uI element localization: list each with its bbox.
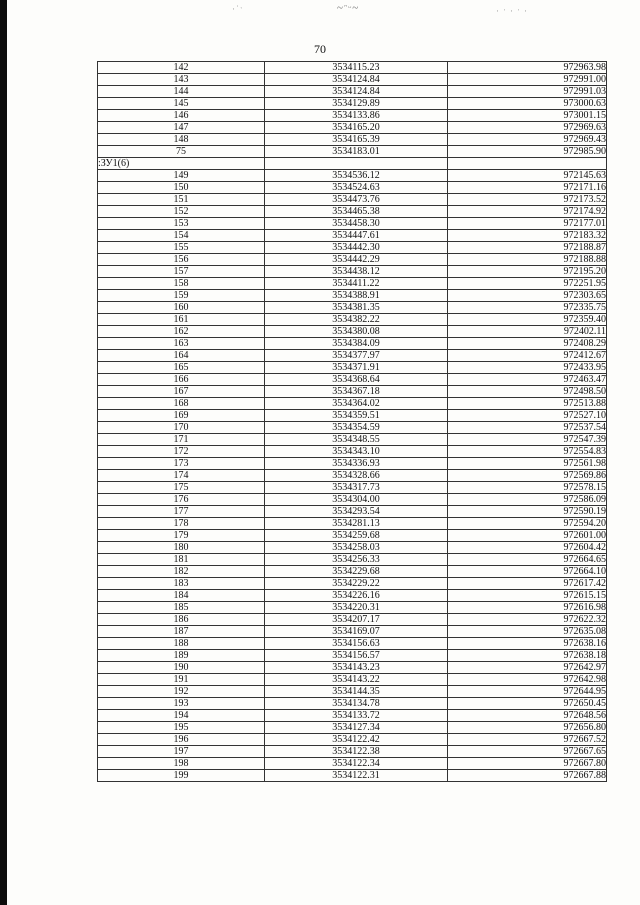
x-coordinate: 3534382.22 <box>265 314 448 326</box>
table-row <box>98 470 607 482</box>
section-header <box>98 158 607 170</box>
y-coordinate: 972554.83 <box>448 446 607 458</box>
y-coordinate: 972547.39 <box>448 434 607 446</box>
table-row <box>98 602 607 614</box>
y-coordinate: 972145.63 <box>448 170 607 182</box>
x-coordinate: 3534336.93 <box>265 458 448 470</box>
point-number: 150 <box>98 182 265 194</box>
y-coordinate: 972601.00 <box>448 530 607 542</box>
table-row <box>98 734 607 746</box>
table-row <box>98 434 607 446</box>
y-coordinate: 972463.47 <box>448 374 607 386</box>
scan-edge-bar <box>0 0 7 905</box>
y-coordinate: 972412.67 <box>448 350 607 362</box>
point-number: 175 <box>98 482 265 494</box>
point-number: 176 <box>98 494 265 506</box>
x-coordinate: 3534143.23 <box>265 662 448 674</box>
x-coordinate: 3534122.31 <box>265 770 448 782</box>
point-number: 157 <box>98 266 265 278</box>
point-number: 171 <box>98 434 265 446</box>
x-coordinate: 3534133.72 <box>265 710 448 722</box>
table-row <box>98 386 607 398</box>
table-row <box>98 290 607 302</box>
x-coordinate: 3534458.30 <box>265 218 448 230</box>
point-number: 167 <box>98 386 265 398</box>
table-row <box>98 650 607 662</box>
section-label: :ЗУ1(6) <box>98 158 265 170</box>
empty-cell <box>265 158 448 170</box>
scan-noise: ·˙ˑ <box>232 4 244 14</box>
x-coordinate: 3534220.31 <box>265 602 448 614</box>
y-coordinate: 972963.98 <box>448 62 607 74</box>
x-coordinate: 3534447.61 <box>265 230 448 242</box>
point-number: 158 <box>98 278 265 290</box>
y-coordinate: 972648.56 <box>448 710 607 722</box>
table-row <box>98 422 607 434</box>
point-number: 142 <box>98 62 265 74</box>
y-coordinate: 972617.42 <box>448 578 607 590</box>
x-coordinate: 3534281.13 <box>265 518 448 530</box>
point-number: 144 <box>98 86 265 98</box>
point-number: 160 <box>98 302 265 314</box>
point-number: 186 <box>98 614 265 626</box>
x-coordinate: 3534183.01 <box>265 146 448 158</box>
table-row <box>98 578 607 590</box>
table-row <box>98 374 607 386</box>
x-coordinate: 3534134.78 <box>265 698 448 710</box>
point-number: 199 <box>98 770 265 782</box>
table-row <box>98 134 607 146</box>
y-coordinate: 972622.32 <box>448 614 607 626</box>
point-number: 177 <box>98 506 265 518</box>
y-coordinate: 972188.87 <box>448 242 607 254</box>
y-coordinate: 972664.10 <box>448 566 607 578</box>
table-row <box>98 638 607 650</box>
table-row <box>98 758 607 770</box>
y-coordinate: 972664.65 <box>448 554 607 566</box>
point-number: 191 <box>98 674 265 686</box>
table-row <box>98 698 607 710</box>
y-coordinate: 972251.95 <box>448 278 607 290</box>
point-number: 182 <box>98 566 265 578</box>
table-row <box>98 590 607 602</box>
point-number: 169 <box>98 410 265 422</box>
y-coordinate: 972402.11 <box>448 326 607 338</box>
table-row <box>98 770 607 782</box>
point-number: 172 <box>98 446 265 458</box>
point-number: 143 <box>98 74 265 86</box>
point-number: 168 <box>98 398 265 410</box>
y-coordinate: 972513.88 <box>448 398 607 410</box>
y-coordinate: 972561.98 <box>448 458 607 470</box>
x-coordinate: 3534388.91 <box>265 290 448 302</box>
x-coordinate: 3534229.68 <box>265 566 448 578</box>
table-row <box>98 314 607 326</box>
table-row <box>98 110 607 122</box>
y-coordinate: 972638.18 <box>448 650 607 662</box>
x-coordinate: 3534377.97 <box>265 350 448 362</box>
page-number: 70 <box>314 42 326 56</box>
point-number: 184 <box>98 590 265 602</box>
table-row <box>98 242 607 254</box>
x-coordinate: 3534536.12 <box>265 170 448 182</box>
point-number: 198 <box>98 758 265 770</box>
y-coordinate: 972667.88 <box>448 770 607 782</box>
point-number: 179 <box>98 530 265 542</box>
table-row <box>98 542 607 554</box>
scan-noise: ~ᵔᵕ~ <box>337 2 360 14</box>
y-coordinate: 973001.15 <box>448 110 607 122</box>
y-coordinate: 972183.32 <box>448 230 607 242</box>
table-row <box>98 194 607 206</box>
point-number: 156 <box>98 254 265 266</box>
x-coordinate: 3534122.38 <box>265 746 448 758</box>
y-coordinate: 972408.29 <box>448 338 607 350</box>
x-coordinate: 3534144.35 <box>265 686 448 698</box>
y-coordinate: 972985.90 <box>448 146 607 158</box>
table-row <box>98 614 607 626</box>
table-row <box>98 446 607 458</box>
table-row <box>98 530 607 542</box>
y-coordinate: 972335.75 <box>448 302 607 314</box>
x-coordinate: 3534380.08 <box>265 326 448 338</box>
table-row <box>98 518 607 530</box>
y-coordinate: 972642.97 <box>448 662 607 674</box>
y-coordinate: 972195.20 <box>448 266 607 278</box>
y-coordinate: 973000.63 <box>448 98 607 110</box>
y-coordinate: 972590.19 <box>448 506 607 518</box>
table-row <box>98 686 607 698</box>
point-number: 164 <box>98 350 265 362</box>
point-number: 195 <box>98 722 265 734</box>
table-row <box>98 398 607 410</box>
y-coordinate: 972177.01 <box>448 218 607 230</box>
x-coordinate: 3534343.10 <box>265 446 448 458</box>
point-number: 163 <box>98 338 265 350</box>
table-row <box>98 218 607 230</box>
y-coordinate: 972656.80 <box>448 722 607 734</box>
point-number: 161 <box>98 314 265 326</box>
table-row <box>98 566 607 578</box>
y-coordinate: 972969.63 <box>448 122 607 134</box>
y-coordinate: 972991.00 <box>448 74 607 86</box>
point-number: 170 <box>98 422 265 434</box>
y-coordinate: 972537.54 <box>448 422 607 434</box>
x-coordinate: 3534354.59 <box>265 422 448 434</box>
table-row <box>98 674 607 686</box>
x-coordinate: 3534367.18 <box>265 386 448 398</box>
y-coordinate: 972650.45 <box>448 698 607 710</box>
x-coordinate: 3534133.86 <box>265 110 448 122</box>
point-number: 181 <box>98 554 265 566</box>
y-coordinate: 972667.52 <box>448 734 607 746</box>
section-row <box>98 158 607 170</box>
x-coordinate: 3534381.35 <box>265 302 448 314</box>
table-row <box>98 710 607 722</box>
point-number: 189 <box>98 650 265 662</box>
table-row <box>98 230 607 242</box>
table-row <box>98 746 607 758</box>
table-row <box>98 278 607 290</box>
table-row <box>98 338 607 350</box>
point-number: 153 <box>98 218 265 230</box>
x-coordinate: 3534124.84 <box>265 74 448 86</box>
y-coordinate: 972578.15 <box>448 482 607 494</box>
x-coordinate: 3534129.89 <box>265 98 448 110</box>
x-coordinate: 3534165.20 <box>265 122 448 134</box>
y-coordinate: 972644.95 <box>448 686 607 698</box>
point-number: 145 <box>98 98 265 110</box>
point-number: 188 <box>98 638 265 650</box>
x-coordinate: 3534304.00 <box>265 494 448 506</box>
y-coordinate: 972642.98 <box>448 674 607 686</box>
table-row <box>98 554 607 566</box>
x-coordinate: 3534169.07 <box>265 626 448 638</box>
x-coordinate: 3534368.64 <box>265 374 448 386</box>
x-coordinate: 3534473.76 <box>265 194 448 206</box>
y-coordinate: 972635.08 <box>448 626 607 638</box>
x-coordinate: 3534442.30 <box>265 242 448 254</box>
x-coordinate: 3534384.09 <box>265 338 448 350</box>
point-number: 155 <box>98 242 265 254</box>
y-coordinate: 972586.09 <box>448 494 607 506</box>
x-coordinate: 3534156.57 <box>265 650 448 662</box>
point-number: 166 <box>98 374 265 386</box>
y-coordinate: 972173.52 <box>448 194 607 206</box>
y-coordinate: 972188.88 <box>448 254 607 266</box>
table-row <box>98 362 607 374</box>
x-coordinate: 3534411.22 <box>265 278 448 290</box>
x-coordinate: 3534258.03 <box>265 542 448 554</box>
x-coordinate: 3534442.29 <box>265 254 448 266</box>
point-number: 192 <box>98 686 265 698</box>
point-number: 165 <box>98 362 265 374</box>
table-row <box>98 266 607 278</box>
y-coordinate: 972604.42 <box>448 542 607 554</box>
y-coordinate: 972638.16 <box>448 638 607 650</box>
y-coordinate: 972615.15 <box>448 590 607 602</box>
point-number: 146 <box>98 110 265 122</box>
x-coordinate: 3534364.02 <box>265 398 448 410</box>
table-row <box>98 98 607 110</box>
y-coordinate: 972174.92 <box>448 206 607 218</box>
point-number: 197 <box>98 746 265 758</box>
point-number: 190 <box>98 662 265 674</box>
y-coordinate: 972171.16 <box>448 182 607 194</box>
y-coordinate: 972667.65 <box>448 746 607 758</box>
x-coordinate: 3534226.16 <box>265 590 448 602</box>
table-row <box>98 410 607 422</box>
y-coordinate: 972594.20 <box>448 518 607 530</box>
table-row <box>98 626 607 638</box>
y-coordinate: 972527.10 <box>448 410 607 422</box>
x-coordinate: 3534207.17 <box>265 614 448 626</box>
x-coordinate: 3534124.84 <box>265 86 448 98</box>
x-coordinate: 3534115.23 <box>265 62 448 74</box>
x-coordinate: 3534371.91 <box>265 362 448 374</box>
y-coordinate: 972433.95 <box>448 362 607 374</box>
table-row <box>98 722 607 734</box>
table-row <box>98 86 607 98</box>
point-number: 152 <box>98 206 265 218</box>
x-coordinate: 3534524.63 <box>265 182 448 194</box>
point-number: 183 <box>98 578 265 590</box>
y-coordinate: 972498.50 <box>448 386 607 398</box>
x-coordinate: 3534259.68 <box>265 530 448 542</box>
point-number: 187 <box>98 626 265 638</box>
point-number: 149 <box>98 170 265 182</box>
table-row <box>98 74 607 86</box>
coordinates-table <box>97 61 607 782</box>
table-body-after <box>98 170 607 782</box>
table-row <box>98 206 607 218</box>
table-row <box>98 182 607 194</box>
table-row <box>98 146 607 158</box>
point-number: 154 <box>98 230 265 242</box>
point-number: 173 <box>98 458 265 470</box>
point-number: 159 <box>98 290 265 302</box>
table-row <box>98 482 607 494</box>
point-number: 193 <box>98 698 265 710</box>
table-row <box>98 458 607 470</box>
point-number: 174 <box>98 470 265 482</box>
x-coordinate: 3534156.63 <box>265 638 448 650</box>
table-row <box>98 326 607 338</box>
x-coordinate: 3534359.51 <box>265 410 448 422</box>
x-coordinate: 3534127.34 <box>265 722 448 734</box>
point-number: 196 <box>98 734 265 746</box>
point-number: 194 <box>98 710 265 722</box>
y-coordinate: 972991.03 <box>448 86 607 98</box>
x-coordinate: 3534293.54 <box>265 506 448 518</box>
x-coordinate: 3534229.22 <box>265 578 448 590</box>
table-row <box>98 662 607 674</box>
point-number: 178 <box>98 518 265 530</box>
point-number: 148 <box>98 134 265 146</box>
point-number: 185 <box>98 602 265 614</box>
table-row <box>98 302 607 314</box>
point-number: 162 <box>98 326 265 338</box>
empty-cell <box>448 158 607 170</box>
y-coordinate: 972969.43 <box>448 134 607 146</box>
point-number: 180 <box>98 542 265 554</box>
table-row <box>98 62 607 74</box>
x-coordinate: 3534348.55 <box>265 434 448 446</box>
y-coordinate: 972667.80 <box>448 758 607 770</box>
table-row <box>98 122 607 134</box>
y-coordinate: 972359.40 <box>448 314 607 326</box>
x-coordinate: 3534317.73 <box>265 482 448 494</box>
x-coordinate: 3534122.34 <box>265 758 448 770</box>
x-coordinate: 3534165.39 <box>265 134 448 146</box>
table-row <box>98 350 607 362</box>
x-coordinate: 3534465.38 <box>265 206 448 218</box>
x-coordinate: 3534122.42 <box>265 734 448 746</box>
x-coordinate: 3534256.33 <box>265 554 448 566</box>
table-row <box>98 506 607 518</box>
y-coordinate: 972569.86 <box>448 470 607 482</box>
y-coordinate: 972616.98 <box>448 602 607 614</box>
y-coordinate: 972303.65 <box>448 290 607 302</box>
point-number: 147 <box>98 122 265 134</box>
point-number: 75 <box>98 146 265 158</box>
x-coordinate: 3534143.22 <box>265 674 448 686</box>
table-row <box>98 170 607 182</box>
table-row <box>98 494 607 506</box>
point-number: 151 <box>98 194 265 206</box>
x-coordinate: 3534328.66 <box>265 470 448 482</box>
table-body-before <box>98 62 607 158</box>
scan-noise: · ˑ · ˑ · <box>496 6 528 16</box>
table-row <box>98 254 607 266</box>
x-coordinate: 3534438.12 <box>265 266 448 278</box>
